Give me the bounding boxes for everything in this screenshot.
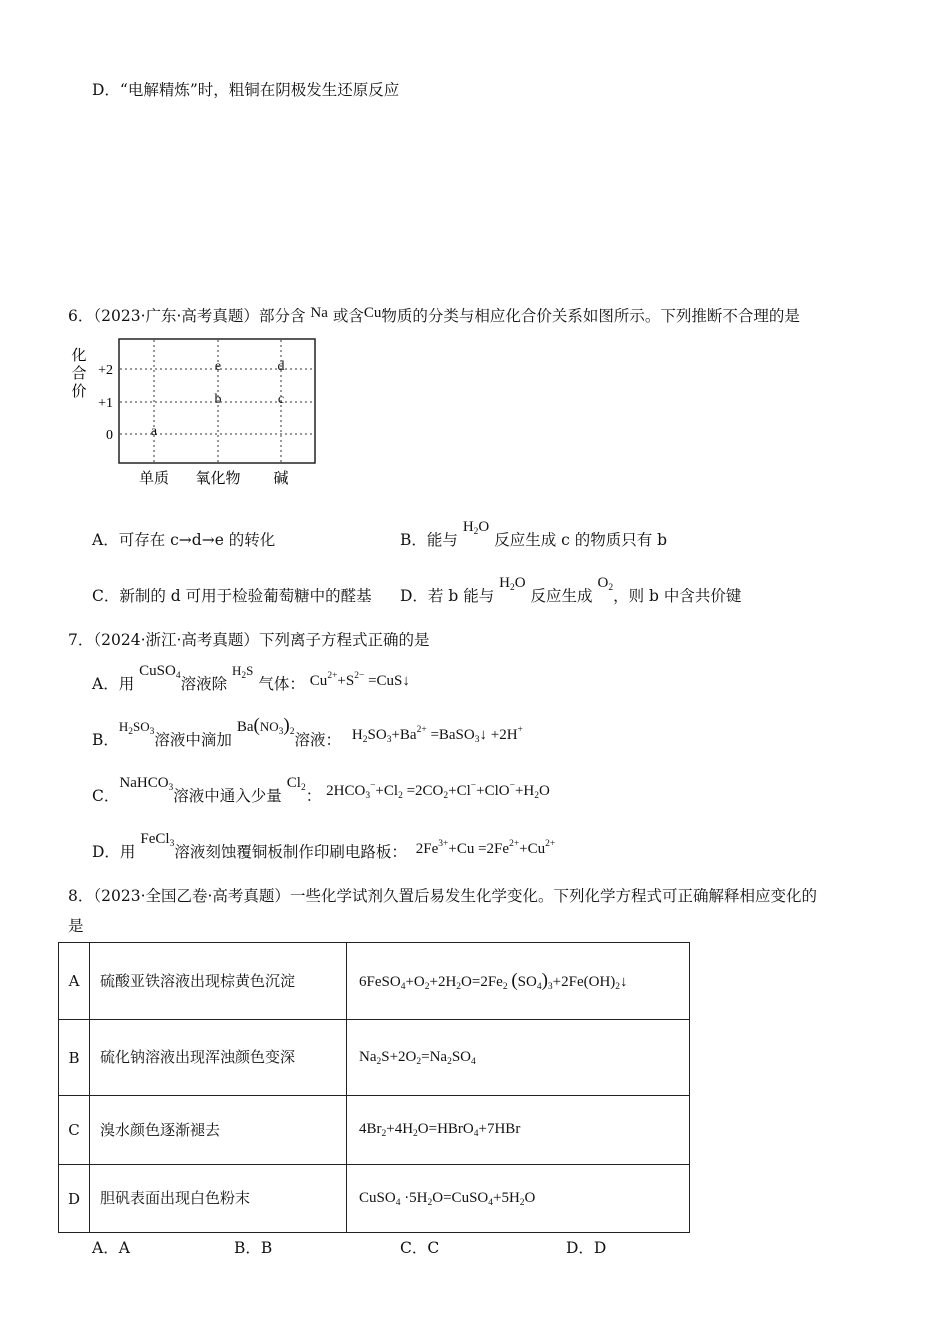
table-row (59, 1020, 690, 1096)
y-ticks (98, 363, 113, 443)
sub-2: 2 (608, 583, 614, 593)
table-row (59, 1096, 690, 1165)
s: 2 (519, 1197, 525, 1208)
q6-source: （2023·广东·高考真题） (93, 307, 259, 325)
o: O (478, 519, 490, 535)
q8-choice-b: B．B (234, 1239, 273, 1257)
t: +5H (493, 1189, 520, 1206)
point-e: e (214, 359, 222, 374)
q8-choice-a: A．A (92, 1239, 130, 1257)
ylabel-char-3: 价 (71, 382, 87, 400)
q6-stem-part3: 物质的分类与相应化合价关系如图所示。下列推断不合理的是 (381, 307, 800, 325)
s: 3 (386, 735, 392, 745)
s: 4 (536, 982, 542, 992)
q6-stem (68, 304, 800, 326)
reagent-nahco3 (119, 775, 173, 791)
q8-choice-d: D．D (566, 1239, 607, 1257)
row-label: B (59, 1020, 90, 1096)
q8-options-table (58, 942, 690, 1233)
q6-option-c: C．新制的 d 可用于检验葡萄糖中的醛基 (92, 587, 372, 605)
s: 4 (400, 982, 406, 992)
t: +7HBr (478, 1121, 521, 1137)
h: H (499, 575, 510, 591)
row-equation (347, 1096, 690, 1165)
s: 2 (128, 727, 134, 737)
paren-close: ) (541, 970, 548, 991)
t: ↓ +2H (479, 727, 518, 743)
p: − (509, 781, 515, 791)
t: +Cu (519, 841, 546, 857)
t: O (538, 783, 550, 799)
s: 2 (427, 1197, 433, 1208)
row-description: 溴水颜色逐渐褪去 (90, 1096, 347, 1165)
ylabel-char-1: 化 (71, 346, 87, 364)
y-tick-label: +2 (98, 363, 113, 378)
q8-stem-line2: 是 (68, 917, 84, 935)
t: Cu (309, 673, 328, 689)
p: − (370, 781, 376, 791)
t: +2Fe(OH) (552, 974, 616, 990)
q6-number: 6． (68, 307, 94, 325)
mid1: 溶液除 (180, 675, 228, 693)
q6-stem-part2: 或含 (332, 307, 364, 325)
mid1: 溶液中通入少量 (173, 787, 282, 805)
s: 3 (474, 735, 480, 745)
q6-option-b (400, 519, 668, 551)
p: 2+ (416, 725, 427, 735)
q8-stem (68, 884, 817, 906)
q7-source: （2024·浙江·高考真题） (93, 631, 259, 649)
t: 4Br (359, 1121, 382, 1137)
t: H (351, 727, 363, 743)
point-a: a (150, 424, 158, 439)
t: S+2O (381, 1048, 417, 1065)
p: 2+ (509, 839, 520, 849)
q6-option-b-suffix: 反应生成 c 的物质只有 b (494, 531, 668, 549)
reagent-fecl3 (140, 831, 174, 847)
q6-stem-part1: 部分含 (258, 307, 306, 325)
q7-option-c (92, 775, 550, 807)
s: 3 (168, 783, 174, 793)
row-description: 胆矾表面出现白色粉末 (90, 1165, 347, 1233)
q6-option-d-o2 (597, 575, 613, 591)
s: 3 (149, 727, 155, 737)
t: +Cl (375, 783, 399, 799)
t: +Cu =2Fe (448, 841, 510, 857)
q6-option-d-suffix: ，则 b 中含共价键 (613, 587, 742, 605)
t: NaHCO (119, 775, 169, 791)
x-tick-label: 单质 (138, 469, 170, 487)
row-label: A (59, 943, 90, 1020)
t: +O (405, 974, 425, 990)
t: =CuS↓ (364, 673, 410, 689)
t: H (118, 719, 129, 734)
t: NO (259, 719, 279, 734)
s: 2 (398, 791, 403, 801)
t: +Ba (391, 727, 417, 743)
x-tick-label: 碱 (273, 469, 289, 487)
equation-d (416, 841, 555, 857)
s: 4 (175, 671, 181, 681)
t: ↓ (620, 974, 628, 990)
t: +S (337, 673, 355, 689)
o: O (514, 575, 526, 591)
t: =2CO (402, 783, 444, 799)
paren: ( (253, 715, 260, 736)
row-equation (347, 1165, 690, 1233)
row-label: C (59, 1096, 90, 1165)
s: 4 (471, 1056, 476, 1067)
s: 2 (381, 1129, 387, 1139)
reagent-ba-no3-2 (236, 715, 295, 737)
s: 2 (502, 982, 508, 992)
o: O (597, 575, 609, 591)
q6-option-a: A．可存在 c→d→e 的转化 (92, 531, 276, 549)
s: 4 (488, 1197, 493, 1208)
t: O=HBrO (417, 1121, 474, 1137)
s: 3 (365, 791, 371, 801)
colon: ： (305, 787, 322, 805)
t: CuSO (139, 663, 176, 679)
s: 2 (447, 1056, 452, 1067)
points (151, 359, 285, 439)
mid: 溶液刻蚀覆铜板制作印刷电路板： (174, 843, 407, 861)
t: +H (514, 783, 535, 799)
t: +4H (386, 1121, 414, 1137)
s: 2 (300, 783, 306, 793)
q7-option-d (92, 831, 556, 863)
q6-na: Na (310, 305, 328, 321)
s: 3 (547, 982, 553, 992)
s: 2 (416, 1056, 422, 1067)
h: H (462, 519, 474, 535)
q6-option-d-prefix: D．若 b 能与 (400, 587, 495, 605)
gas-cl2 (287, 775, 306, 791)
sub-2: 2 (510, 583, 515, 593)
ylabel-char-2: 合 (71, 364, 87, 382)
s: 2 (424, 982, 430, 992)
t: +ClO (476, 783, 510, 799)
mid2: 气体： (258, 675, 305, 693)
t: SO (517, 974, 537, 990)
t: Ba (236, 719, 254, 735)
s: 2 (615, 982, 621, 992)
x-ticks (139, 469, 289, 487)
q7-stem-text: 下列离子方程式正确的是 (258, 631, 430, 649)
row-equation (347, 943, 690, 1020)
table-row (59, 1165, 690, 1233)
s: 4 (473, 1129, 479, 1139)
mid2: 溶液： (294, 731, 341, 749)
paren: ) (283, 715, 290, 736)
p: + (517, 725, 523, 735)
q6-cu: Cu (363, 305, 382, 321)
point-c: c (277, 392, 285, 407)
t: O=CuSO (432, 1189, 489, 1206)
t: O=2Fe (461, 974, 503, 990)
equation-c (326, 783, 550, 799)
t: =BaSO (426, 727, 475, 743)
row-description: 硫酸亚铁溶液出现棕黄色沉淀 (90, 943, 347, 1020)
t: H (232, 663, 242, 678)
t: Na (359, 1048, 377, 1065)
t: 2HCO (326, 783, 366, 799)
q6-option-b-h2o (463, 519, 489, 535)
t: SO (367, 727, 387, 743)
s: 2 (362, 735, 368, 745)
p: 2+ (545, 839, 556, 849)
point-b: b (214, 392, 222, 407)
t: 6FeSO (359, 974, 401, 990)
p: 2− (354, 671, 365, 681)
p: − (470, 781, 477, 791)
s: 2 (456, 982, 462, 992)
s: 2 (289, 727, 295, 737)
prefix: C． (92, 787, 120, 805)
s: 4 (395, 1197, 401, 1208)
s: 3 (278, 727, 284, 737)
q6-option-d-h2o (499, 575, 525, 591)
table-row (59, 943, 690, 1020)
t: +Cl (448, 783, 471, 799)
paren-open: ( (511, 970, 518, 991)
row-equation (347, 1020, 690, 1096)
q5-option-d: D．“电解精炼”时，粗铜在阴极发生还原反应 (92, 81, 400, 99)
row-description: 硫化钠溶液出现浑浊颜色变深 (90, 1020, 347, 1096)
t: O (524, 1189, 536, 1206)
t: FeCl (140, 831, 170, 847)
s: 2 (376, 1056, 382, 1067)
prefix: D．用 (92, 843, 136, 861)
sub-2: 2 (473, 527, 479, 537)
q8-choice-c: C．C (400, 1239, 440, 1257)
t: SO (451, 1048, 472, 1065)
t: Cl (286, 775, 301, 791)
q6-valence-chart (66, 338, 326, 488)
p: 3+ (438, 839, 449, 849)
s: 2 (443, 791, 449, 801)
s: 2 (413, 1129, 418, 1139)
t: +2H (429, 974, 457, 990)
q8-number: 8． (68, 887, 94, 905)
t: SO (133, 719, 150, 734)
mid1: 溶液中滴加 (154, 731, 232, 749)
t: CuSO (359, 1189, 396, 1206)
q7-option-b (92, 715, 523, 751)
s: 3 (169, 839, 175, 849)
x-tick-label: 氧化物 (195, 469, 241, 487)
reagent-h2so3 (118, 719, 155, 737)
q8-source: （2023·全国乙卷·高考真题） (93, 887, 290, 905)
t: 2Fe (415, 841, 439, 857)
gas-h2s (232, 663, 254, 681)
t: ·5H (404, 1189, 428, 1206)
p: 2+ (327, 671, 338, 681)
prefix: A．用 (92, 675, 135, 693)
t: =Na (421, 1048, 448, 1065)
equation-a (310, 673, 410, 689)
q6-option-d-mid: 反应生成 (530, 587, 593, 605)
q8-stem-line1: 一些化学试剂久置后易发生化学变化。下列化学方程式可正确解释相应变化的 (289, 887, 817, 905)
q7-option-a (92, 663, 410, 695)
equation-b (352, 727, 523, 743)
s: 2 (241, 671, 247, 681)
prefix: B． (92, 731, 119, 749)
s: 2 (534, 791, 539, 801)
q6-option-b-prefix: B．能与 (400, 531, 458, 549)
point-d: d (277, 359, 285, 374)
y-tick-label: 0 (106, 428, 113, 443)
y-tick-label: +1 (98, 396, 113, 411)
t2: S (246, 663, 254, 678)
q7-number: 7． (68, 631, 94, 649)
row-label: D (59, 1165, 90, 1233)
q6-option-d (400, 575, 742, 607)
reagent-cuso4 (139, 663, 180, 679)
q7-stem (68, 628, 429, 650)
